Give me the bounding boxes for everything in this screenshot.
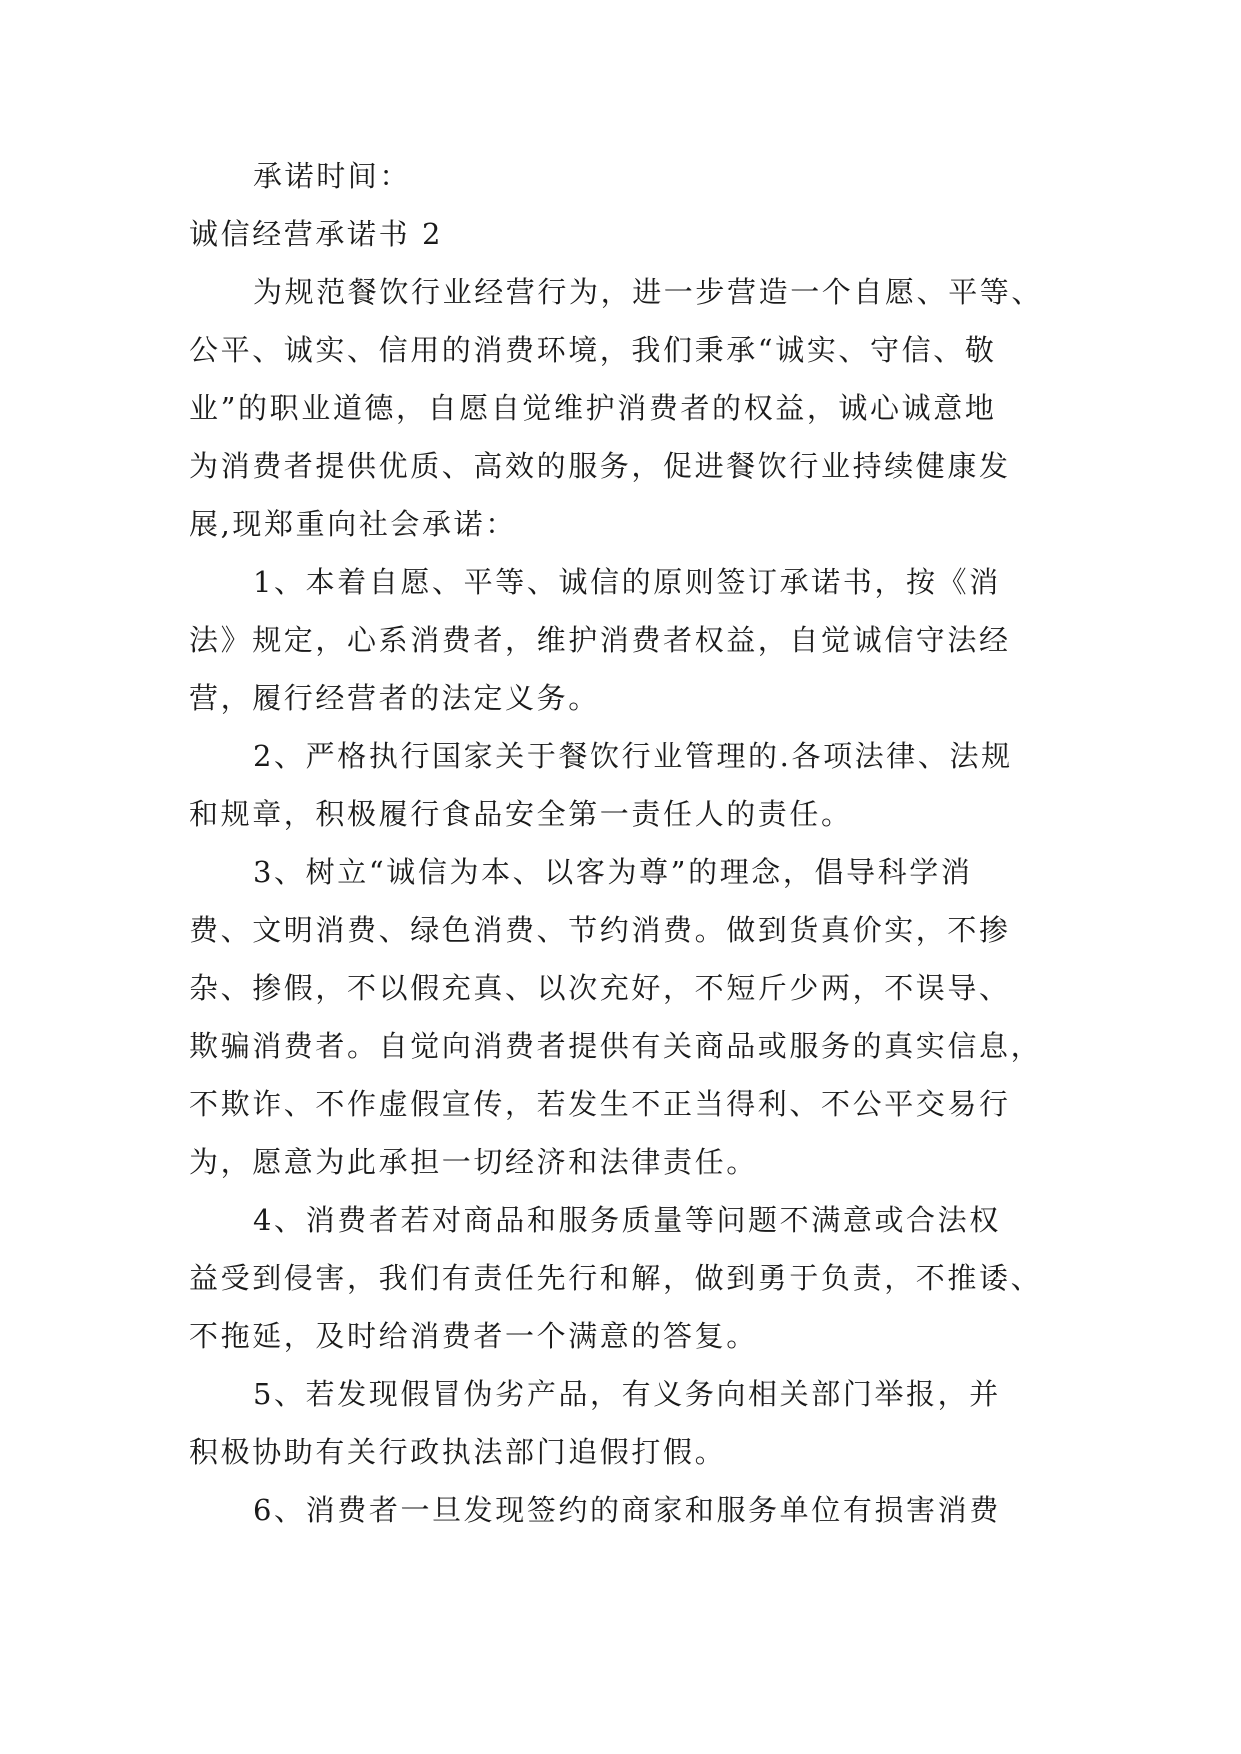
paragraph-line: 为消费者提供优质、高效的服务，促进餐饮行业持续健康发 bbox=[189, 449, 1011, 483]
commitment-date-label: 承诺时间： bbox=[253, 159, 412, 193]
paragraph-line: 5、若发现假冒伪劣产品，有义务向相关部门举报，并 bbox=[253, 1377, 1001, 1411]
paragraph-line: 和规章，积极履行食品安全第一责任人的责任。 bbox=[189, 797, 853, 831]
paragraph-line: 杂、掺假，不以假充真、以次充好，不短斤少两，不误导、 bbox=[189, 971, 1011, 1005]
paragraph-line: 2、严格执行国家关于餐饮行业管理的.各项法律、法规 bbox=[253, 739, 1013, 773]
paragraph-line: 不欺诈、不作虚假宣传，若发生不正当得利、不公平交易行 bbox=[189, 1087, 1011, 1121]
paragraph-line: 4、消费者若对商品和服务质量等问题不满意或合法权 bbox=[253, 1203, 1001, 1237]
document-body bbox=[189, 157, 1045, 1549]
paragraph-line: 业”的职业道德，自愿自觉维护消费者的权益，诚心诚意地 bbox=[189, 391, 997, 425]
paragraph-line: 公平、诚实、信用的消费环境，我们秉承“诚实、守信、敬 bbox=[189, 333, 997, 367]
paragraph-line: 为，愿意为此承担一切经济和法律责任。 bbox=[189, 1145, 758, 1179]
paragraph-line: 营，履行经营者的法定义务。 bbox=[189, 681, 600, 715]
document-title: 诚信经营承诺书 2 bbox=[189, 217, 444, 251]
paragraph-line: 不拖延，及时给消费者一个满意的答复。 bbox=[189, 1319, 758, 1353]
paragraph-line: 为规范餐饮行业经营行为，进一步营造一个自愿、平等、 bbox=[253, 275, 1044, 309]
paragraph-line: 展,现郑重向社会承诺： bbox=[189, 507, 517, 541]
paragraph-line: 积极协助有关行政执法部门追假打假。 bbox=[189, 1435, 727, 1469]
paragraph-line: 益受到侵害，我们有责任先行和解，做到勇于负责，不推诿、 bbox=[189, 1261, 1043, 1295]
paragraph-line: 3、树立“诚信为本、以客为尊”的理念，倡导科学消 bbox=[253, 855, 973, 889]
paragraph-line: 费、文明消费、绿色消费、节约消费。做到货真价实，不掺 bbox=[189, 913, 1011, 947]
paragraph-line: 6、消费者一旦发现签约的商家和服务单位有损害消费 bbox=[253, 1493, 1001, 1527]
paragraph-line: 欺骗消费者。自觉向消费者提供有关商品或服务的真实信息， bbox=[189, 1029, 1043, 1063]
paragraph-line: 法》规定，心系消费者，维护消费者权益，自觉诚信守法经 bbox=[189, 623, 1011, 657]
paragraph-line: 1、本着自愿、平等、诚信的原则签订承诺书，按《消 bbox=[253, 565, 1001, 599]
